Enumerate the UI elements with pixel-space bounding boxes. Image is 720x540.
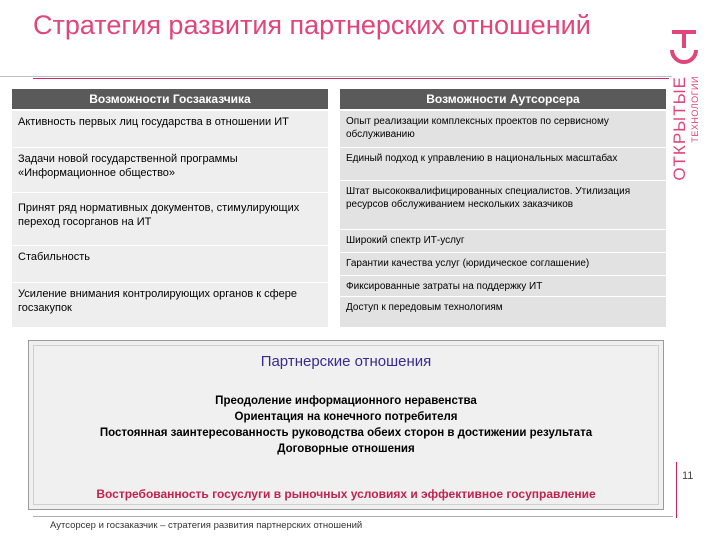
left-row: Задачи новой государственной программы «Информационное общество» <box>12 148 328 192</box>
partnership-title: Партнерские отношения <box>260 353 432 370</box>
page-number: 11 <box>682 470 694 482</box>
right-column-header: Возможности Аутсорсера <box>340 89 666 109</box>
right-row: Широкий спектр ИТ-услуг <box>340 230 666 252</box>
partnership-line: Постоянная заинтересованность руководства обеих сторон в достижении результата <box>99 427 593 439</box>
right-row: Единый подход к управлению в национальных масштабах <box>340 148 666 180</box>
right-row: Фиксированные затраты на поддержку ИТ <box>340 276 666 296</box>
title-accent-divider <box>33 78 669 79</box>
partnership-conclusion: Востребованность госуслуги в рыночных условиях и эффективное госуправление <box>96 487 596 501</box>
left-row: Стабильность <box>12 246 328 282</box>
page-title: Стратегия развития партнерских отношений <box>33 10 591 40</box>
title-divider <box>0 76 672 77</box>
left-row: Принят ряд нормативных документов, стимулирующих переход госорганов на ИТ <box>12 193 328 245</box>
logo-main-text: ОТКРЫТЫЕ <box>670 76 689 181</box>
logo <box>668 76 708 186</box>
logo-sub-text: ТЕХНОЛОГИИ <box>690 76 700 143</box>
left-column-header: Возможности Госзаказчика <box>12 89 328 109</box>
page-number-divider <box>676 462 677 518</box>
partnership-line: Договорные отношения <box>277 443 415 455</box>
partnership-line: Преодоление информационного неравенства <box>215 395 477 407</box>
partnership-line: Ориентация на конечного потребителя <box>234 411 458 423</box>
logo-icon <box>668 28 700 70</box>
right-row: Доступ к передовым технологиям <box>340 297 666 327</box>
left-row: Активность первых лиц государства в отношении ИТ <box>12 111 328 147</box>
right-row: Штат высококвалифицированных специалистов. Утилизация ресурсов обслуживанием нескольких заказчиков <box>340 181 666 229</box>
right-row: Опыт реализации комплексных проектов по сервисному обслуживанию <box>340 111 666 147</box>
right-row: Гарантии качества услуг (юридическое соглашение) <box>340 253 666 275</box>
left-row: Усиление внимания контролирующих органов к сфере госзакупок <box>12 283 328 327</box>
footer-divider <box>33 516 673 517</box>
partnership-lines <box>29 393 663 457</box>
partnership-box <box>28 340 664 510</box>
footer-text: Аутсорсер и госзаказчик – стратегия развития партнерских отношений <box>50 520 363 531</box>
